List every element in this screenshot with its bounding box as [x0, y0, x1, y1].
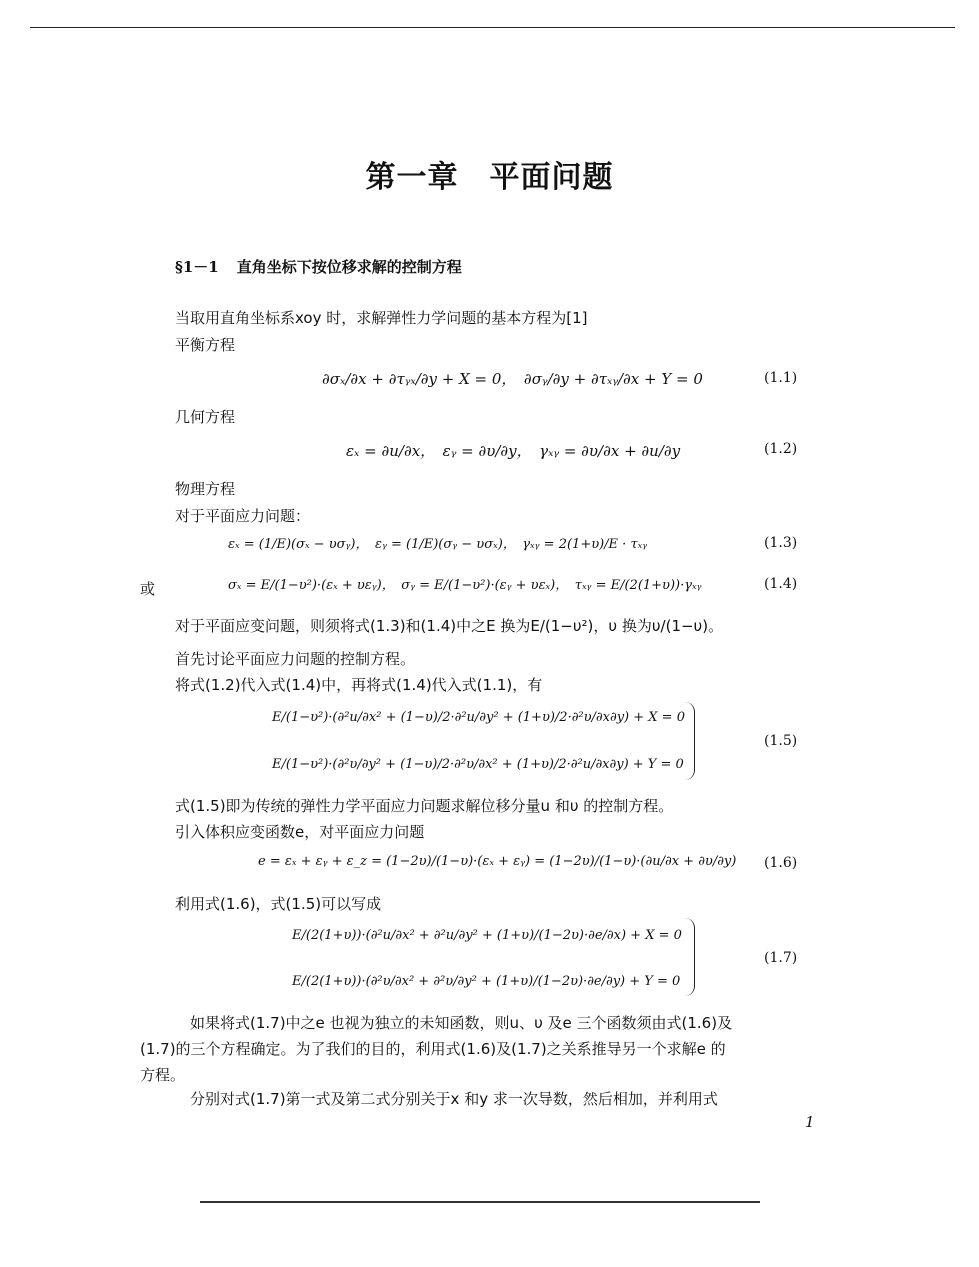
- section-title: 直角坐标下按位移求解的控制方程: [236, 258, 462, 276]
- paragraph-line: 分别对式(1.7)第一式及第二式分别关于x 和y 求一次导数，然后相加，并利用式: [190, 1090, 718, 1108]
- physical-heading: 物理方程: [175, 480, 236, 498]
- right-brace: [680, 918, 695, 996]
- or-label: 或: [140, 580, 156, 598]
- equation-number: (1.4): [764, 576, 798, 592]
- page-number: 1: [805, 1113, 815, 1131]
- equation-1-7-second: E/(2(1+υ))·(∂²υ/∂x² + ∂²υ/∂y² + (1+υ)/(1−2υ)·∂e/∂y) + Y = 0: [292, 974, 681, 989]
- right-brace: [680, 702, 695, 780]
- section-heading: [175, 256, 462, 277]
- plane-strain-text: 对于平面应变问题，则须将式(1.3)和(1.4)中之E 换为E/(1−υ²)，υ 换为υ/(1−υ)。: [175, 617, 724, 635]
- intro-text: 当取用直角坐标系xoy 时，求解弹性力学问题的基本方程为[1]: [175, 309, 588, 327]
- equation-1-4: σₓ = E/(1−υ²)·(εₓ + υεᵧ)， σᵧ = E/(1−υ²)·(εᵧ + υεₓ)， τₓᵧ = E/(2(1+υ))·γₓᵧ: [228, 578, 702, 593]
- equation-1-3: εₓ = (1/E)(σₓ − υσᵧ)， εᵧ = (1/E)(σᵧ − υσₓ)， γₓᵧ = 2(1+υ)/E · τₓᵧ: [228, 537, 648, 552]
- introduce-e-text: 引入体积应变函数e，对平面应力问题: [175, 823, 425, 841]
- equation-1-7-first: E/(2(1+υ))·(∂²u/∂x² + ∂²u/∂y² + (1+υ)/(1−2υ)·∂e/∂x) + X = 0: [292, 928, 682, 943]
- using-16-text: 利用式(1.6)，式(1.5)可以写成: [175, 895, 382, 913]
- chapter-title: 第一章 平面问题: [365, 160, 614, 195]
- equation-1-5-first: E/(1−υ²)·(∂²u/∂x² + (1−υ)/2·∂²u/∂y² + (1+υ)/2·∂²υ/∂x∂y) + X = 0: [272, 710, 685, 725]
- equation-number: (1.7): [764, 950, 798, 966]
- paragraph-line: 方程。: [140, 1066, 186, 1084]
- section-number: §1－1: [175, 258, 219, 276]
- equation-1-1: ∂σₓ/∂x + ∂τᵧₓ/∂y + X = 0， ∂σᵧ/∂y + ∂τₓᵧ/∂x + Y = 0: [322, 370, 703, 388]
- equation-number: (1.5): [764, 733, 798, 749]
- equation-number: (1.2): [764, 441, 798, 457]
- plane-stress-heading: 对于平面应力问题：: [175, 507, 311, 525]
- bottom-rule: [200, 1201, 760, 1203]
- first-discuss-text: 首先讨论平面应力问题的控制方程。: [175, 650, 416, 668]
- paragraph-line: 如果将式(1.7)中之e 也视为独立的未知函数，则u、υ 及e 三个函数须由式(1.6)及: [190, 1014, 733, 1032]
- paragraph-line: (1.7)的三个方程确定。为了我们的目的，利用式(1.6)及(1.7)之关系推导另一个求解e 的: [140, 1040, 726, 1058]
- equation-number: (1.6): [764, 855, 798, 871]
- equation-number: (1.3): [764, 535, 798, 551]
- equation-number: (1.1): [764, 370, 798, 386]
- substitute-text: 将式(1.2)代入式(1.4)中，再将式(1.4)代入式(1.1)，有: [175, 676, 543, 694]
- equilibrium-heading: 平衡方程: [175, 336, 236, 354]
- top-rule: [30, 27, 955, 28]
- equation-1-6: e = εₓ + εᵧ + ε_z = (1−2υ)/(1−υ)·(εₓ + εᵧ) = (1−2υ)/(1−υ)·(∂u/∂x + ∂υ/∂y): [258, 854, 737, 869]
- equation-1-2: εₓ = ∂u/∂x， εᵧ = ∂υ/∂y， γₓᵧ = ∂υ/∂x + ∂u/∂y: [346, 442, 681, 460]
- geometric-heading: 几何方程: [175, 408, 236, 426]
- equation-1-5-second: E/(1−υ²)·(∂²υ/∂y² + (1−υ)/2·∂²υ/∂x² + (1+υ)/2·∂²u/∂x∂y) + Y = 0: [272, 757, 684, 772]
- eq15-description: 式(1.5)即为传统的弹性力学平面应力问题求解位移分量u 和υ 的控制方程。: [175, 797, 674, 815]
